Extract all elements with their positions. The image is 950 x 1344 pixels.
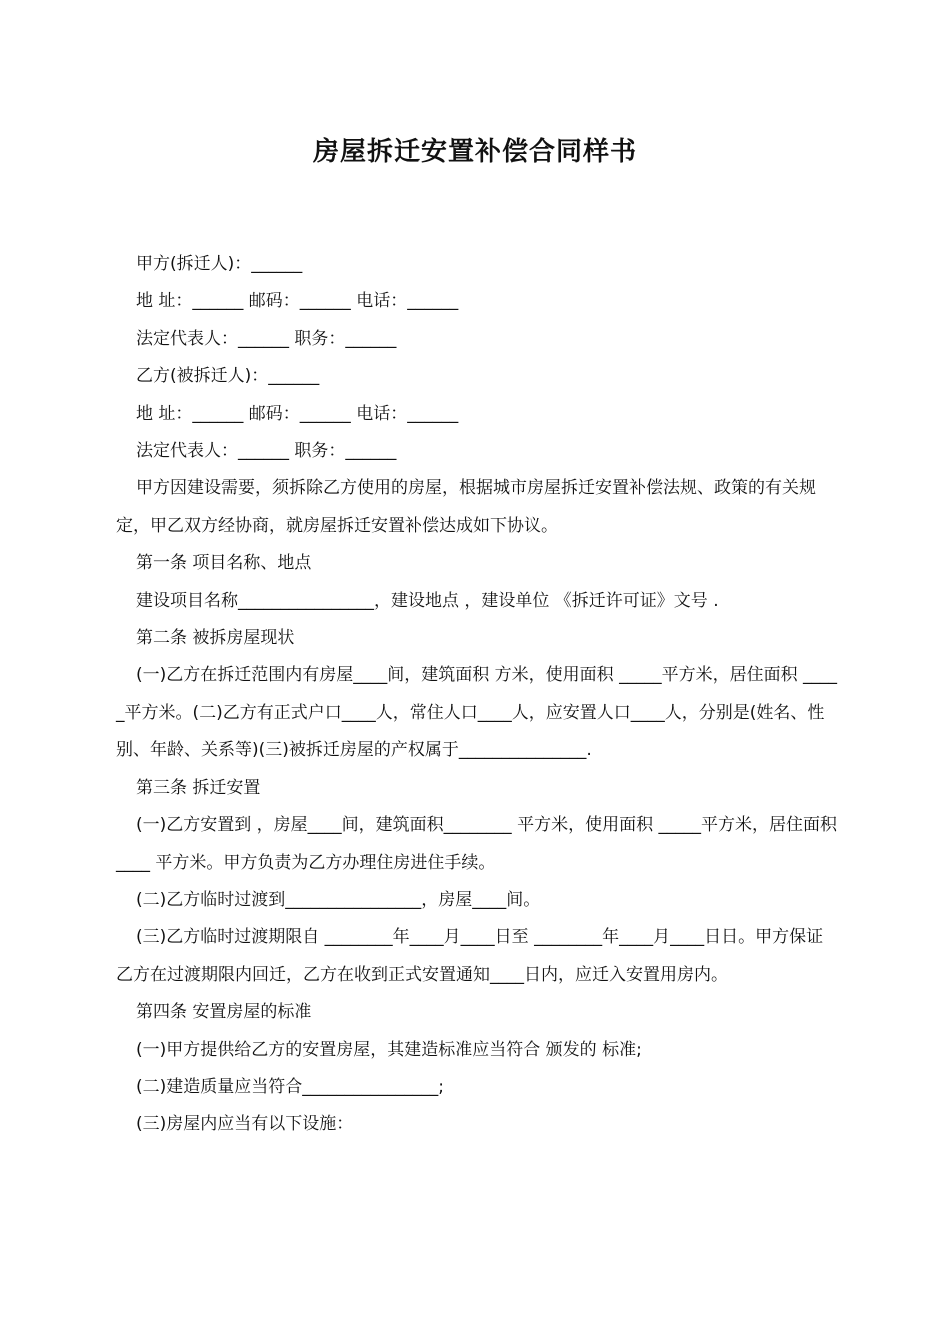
article-4-item-3: (三)房屋内应当有以下设施：: [136, 1114, 354, 1135]
article-3-item-1: (一)乙方安置到 ，房屋____间，建筑面积________ 平方米，使用面积 _____平方米，居住面积____ 平方米。甲方负责为乙方办理住房进住手续。: [116, 815, 837, 873]
party-a-name: 甲方(拆迁人)：______: [136, 254, 303, 274]
article-1-heading: 第一条 项目名称、地点: [136, 553, 312, 574]
party-b-legal-rep: 法定代表人：______ 职务：______: [136, 441, 397, 462]
article-1-content: 建设项目名称________________，建设地点 ，建设单位 《拆迁许可证》文号 .: [136, 590, 719, 611]
article-4-heading: 第四条 安置房屋的标准: [136, 1002, 312, 1023]
article-4-item-2: (二)建造质量应当符合________________;: [136, 1076, 444, 1097]
document-title: 房屋拆迁安置补偿合同样书: [312, 137, 637, 167]
preamble-paragraph: 甲方因建设需要，须拆除乙方使用的房屋，根据城市房屋拆迁安置补偿法规、政策的有关规定，甲乙双方经协商，就房屋拆迁安置补偿达成如下协议。: [116, 478, 816, 536]
party-a-legal-rep: 法定代表人：______ 职务：______: [136, 328, 397, 349]
article-4-item-1: (一)甲方提供给乙方的安置房屋，其建造标准应当符合 颁发的 标准;: [136, 1039, 642, 1060]
party-a-address: 地 址：______ 邮码：______ 电话：______: [136, 291, 459, 312]
party-b-address: 地 址：______ 邮码：______ 电话：______: [136, 403, 459, 424]
article-3-item-3: (三)乙方临时过渡期限自 ________年____月____日至 ________年____月____日日。甲方保证乙方在过渡期限内回迁，乙方在收到正式安置通知____日内，应迁入安置用房内。: [116, 927, 824, 985]
party-b-name: 乙方(被拆迁人)：______: [136, 366, 320, 387]
document-body: [116, 246, 838, 1144]
article-2-content: (一)乙方在拆迁范围内有房屋____间，建筑面积 方米，使用面积 _____平方米，居住面积 _____平方米。(二)乙方有正式户口____人，常住人口____人，应安置人口____人，分别是(姓名、性别、年龄、关系等)(三)被拆迁房屋的产权属于_______________.: [116, 665, 837, 761]
article-2-heading: 第二条 被拆房屋现状: [136, 628, 295, 649]
article-3-item-2: (二)乙方临时过渡到________________，房屋____间。: [136, 889, 541, 910]
article-3-heading: 第三条 拆迁安置: [136, 777, 261, 798]
